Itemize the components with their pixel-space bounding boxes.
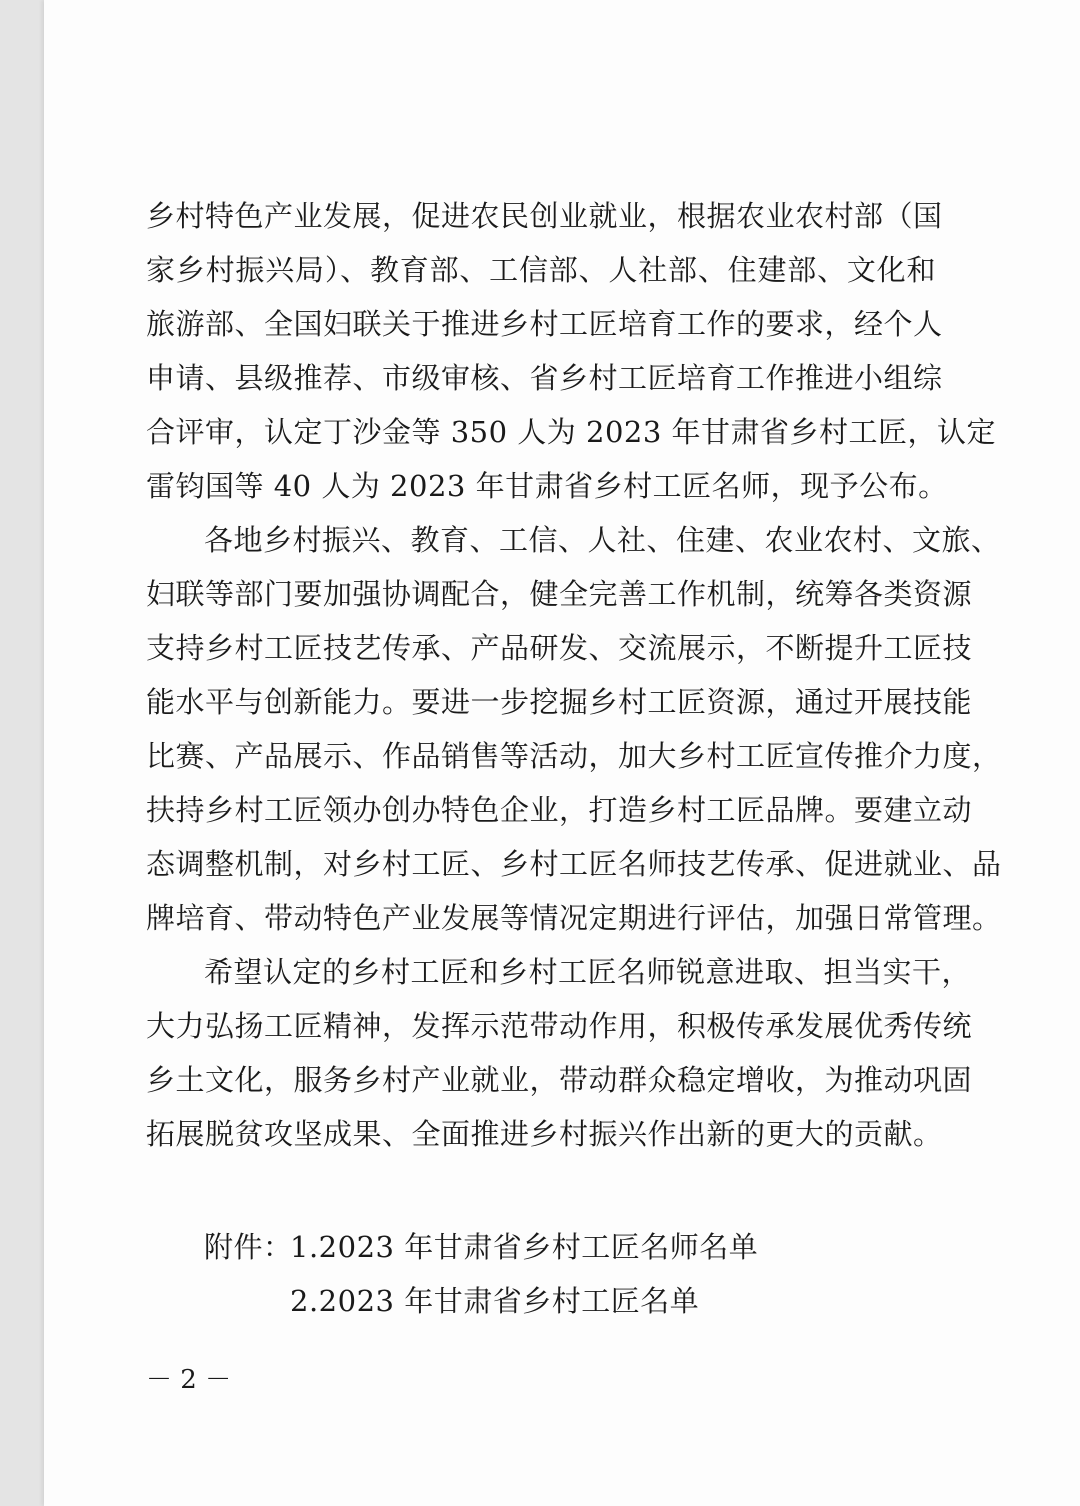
attachment-item-2: 2.2023 年甘肃省乡村工匠名单	[290, 1284, 700, 1318]
paragraph-3-line-1: 希望认定的乡村工匠和乡村工匠名师锐意进取、担当实干，	[204, 955, 972, 989]
paragraph-1-line-5: 合评审，认定丁沙金等 350 人为 2023 年甘肃省乡村工匠，认定	[146, 415, 997, 449]
paragraph-3-line-2: 大力弘扬工匠精神，发挥示范带动作用，积极传承发展优秀传统	[146, 1009, 973, 1043]
paragraph-3-line-4: 拓展脱贫攻坚成果、全面推进乡村振兴作出新的更大的贡献。	[146, 1117, 943, 1151]
paragraph-3-line-3: 乡土文化，服务乡村产业就业，带动群众稳定增收，为推动巩固	[146, 1063, 973, 1097]
paragraph-2-line-3: 支持乡村工匠技艺传承、产品研发、交流展示，不断提升工匠技	[146, 631, 973, 665]
page-number: － 2 －	[146, 1365, 232, 1395]
attachment-item-1: 1.2023 年甘肃省乡村工匠名师名单	[290, 1230, 759, 1264]
paragraph-2-line-4: 能水平与创新能力。要进一步挖掘乡村工匠资源，通过开展技能	[146, 685, 973, 719]
paragraph-2-line-7: 态调整机制，对乡村工匠、乡村工匠名师技艺传承、促进就业、品	[146, 847, 1002, 881]
paragraph-1-line-3: 旅游部、全国妇联关于推进乡村工匠培育工作的要求，经个人	[146, 307, 943, 341]
paragraph-1-line-6: 雷钧国等 40 人为 2023 年甘肃省乡村工匠名师，现予公布。	[146, 469, 948, 503]
attachment-label: 附件：	[204, 1230, 293, 1264]
paragraph-2-line-6: 扶持乡村工匠领办创办特色企业，打造乡村工匠品牌。要建立动	[146, 793, 973, 827]
paragraph-2-line-2: 妇联等部门要加强协调配合，健全完善工作机制，统筹各类资源	[146, 577, 973, 611]
paragraph-2-line-8: 牌培育、带动特色产业发展等情况定期进行评估，加强日常管理。	[146, 901, 1002, 935]
paragraph-2-line-5: 比赛、产品展示、作品销售等活动，加大乡村工匠宣传推介力度，	[146, 739, 1002, 773]
paragraph-1-line-2: 家乡村振兴局）、教育部、工信部、人社部、住建部、文化和	[146, 253, 936, 287]
paragraph-1-line-1: 乡村特色产业发展，促进农民创业就业，根据农业农村部（国	[146, 199, 943, 233]
paragraph-1-line-4: 申请、县级推荐、市级审核、省乡村工匠培育工作推进小组综	[146, 361, 943, 395]
paragraph-2-line-1: 各地乡村振兴、教育、工信、人社、住建、农业农村、文旅、	[204, 523, 1001, 557]
